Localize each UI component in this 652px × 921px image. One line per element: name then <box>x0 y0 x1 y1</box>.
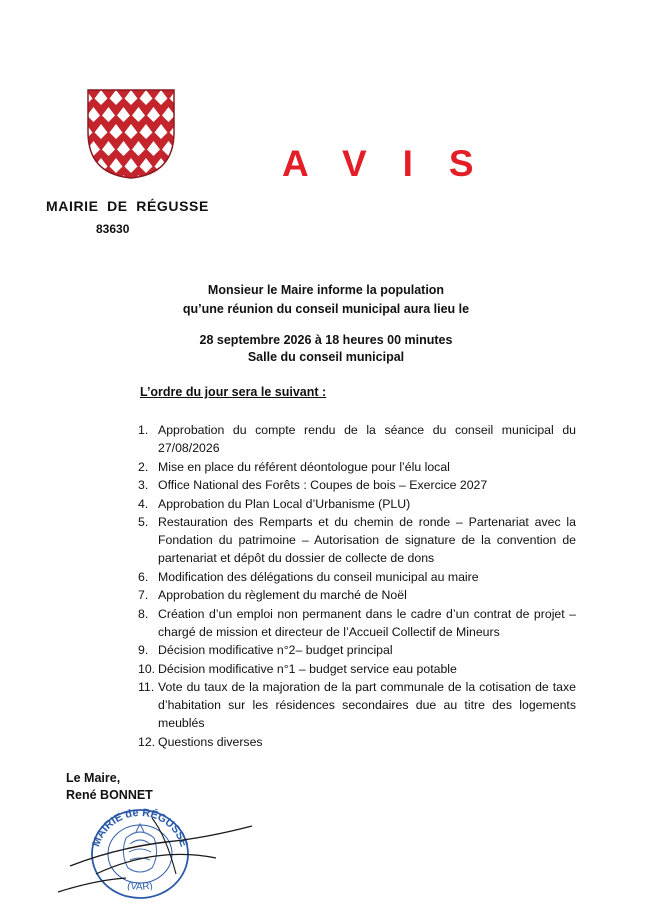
agenda-item-number: 9. <box>138 643 149 657</box>
postcode: 83630 <box>96 222 130 236</box>
agenda-item-number: 4. <box>138 496 149 511</box>
agenda-list <box>138 421 576 751</box>
crest-lozenge <box>162 175 175 180</box>
mairie-name: MAIRIE DE RÉGUSSE <box>46 198 209 214</box>
svg-text:MAIRIE de RÉGUSSE <box>90 807 190 848</box>
agenda-item <box>138 586 576 604</box>
agenda-item-number: 11. <box>138 680 155 694</box>
agenda-title: L’ordre du jour sera le suivant : <box>140 385 327 399</box>
agenda-item-number: 2. <box>138 459 149 474</box>
agenda-item <box>138 568 576 586</box>
agenda-item-text: Approbation du règlement du marché de Noël <box>158 588 407 602</box>
agenda-item-text: Modification des délégations du conseil municipal au maire <box>158 569 479 584</box>
signer-role: Le Maire, <box>66 771 121 785</box>
agenda-item-number: 8. <box>138 606 149 621</box>
agenda-item-text: Décision modificative n°1 – budget service eau potable <box>158 661 457 676</box>
agenda-item <box>138 495 576 513</box>
crest-lozenge <box>102 175 115 180</box>
crest-lozenge <box>86 158 93 173</box>
signer-name: René BONNET <box>66 788 153 802</box>
agenda-item <box>138 678 576 732</box>
agenda-item-number: 7. <box>138 588 149 602</box>
agenda-item-text: Mise en place du référent déontologue pour l’élu local <box>158 459 450 474</box>
crest-lozenge <box>87 175 100 180</box>
agenda-item-number: 5. <box>138 515 149 529</box>
agenda-item <box>138 476 576 494</box>
agenda-item-number: 1. <box>138 423 149 437</box>
agenda-item-number: 10. <box>138 661 156 676</box>
intro-line-1: Monsieur le Maire informe la population <box>207 283 445 297</box>
agenda-item-text: Approbation du compte rendu de la séance du conseil municipal du 27/08/2026 <box>158 423 576 455</box>
agenda-item-text: Restauration des Remparts et du chemin de ronde – Partenariat avec la Fondation du patrimoine – Autorisation de signature de la convention de partenariat et dépôt du dossier de collecte de dons <box>158 515 576 565</box>
agenda-item <box>138 733 576 751</box>
agenda-item-text: Approbation du Plan Local d’Urbanisme (PLU) <box>158 496 411 511</box>
agenda-item-text: Vote du taux de la majoration de la part communale de la cotisation de taxe d’habitation sur les résidences secondaires due au titre des logements meublés <box>158 680 576 730</box>
agenda-item-number: 6. <box>138 569 149 584</box>
agenda-item-number: 3. <box>138 478 149 492</box>
agenda-item-text: Décision modificative n°2– budget principal <box>158 643 393 657</box>
stamp-text-top: MAIRIE de RÉGUSSE <box>90 806 190 849</box>
agenda-item-text: Création d’un emploi non permanent dans le cadre d’un contrat de projet – chargé de mission et directeur de l’Accueil Collectif de Mineurs <box>158 606 576 639</box>
municipal-crest-icon <box>86 88 176 180</box>
stamp-text-bottom: (VAR) <box>126 880 154 893</box>
agenda-item <box>138 513 576 567</box>
agenda-item-text: Office National des Forêts : Coupes de bois – Exercice 2027 <box>158 478 488 492</box>
intro-line-2: qu’une réunion du conseil municipal aura lieu le <box>182 302 470 316</box>
meeting-location: Salle du conseil municipal <box>247 350 405 364</box>
mairie-stamp-icon <box>56 796 256 902</box>
agenda-item-number: 12. <box>138 734 156 749</box>
crest-lozenge <box>147 175 160 180</box>
agenda-item <box>138 458 576 476</box>
agenda-item-text: Questions diverses <box>158 734 263 749</box>
agenda-item <box>138 660 576 678</box>
crest-lozenge <box>170 158 177 173</box>
agenda-item <box>138 641 576 659</box>
agenda-item <box>138 605 576 641</box>
meeting-date-time: 28 septembre 2026 à 18 heures 00 minutes <box>199 333 453 347</box>
agenda-item <box>138 421 576 457</box>
svg-text:(VAR) <box>126 880 154 893</box>
notice-title: AVIS <box>282 143 510 184</box>
